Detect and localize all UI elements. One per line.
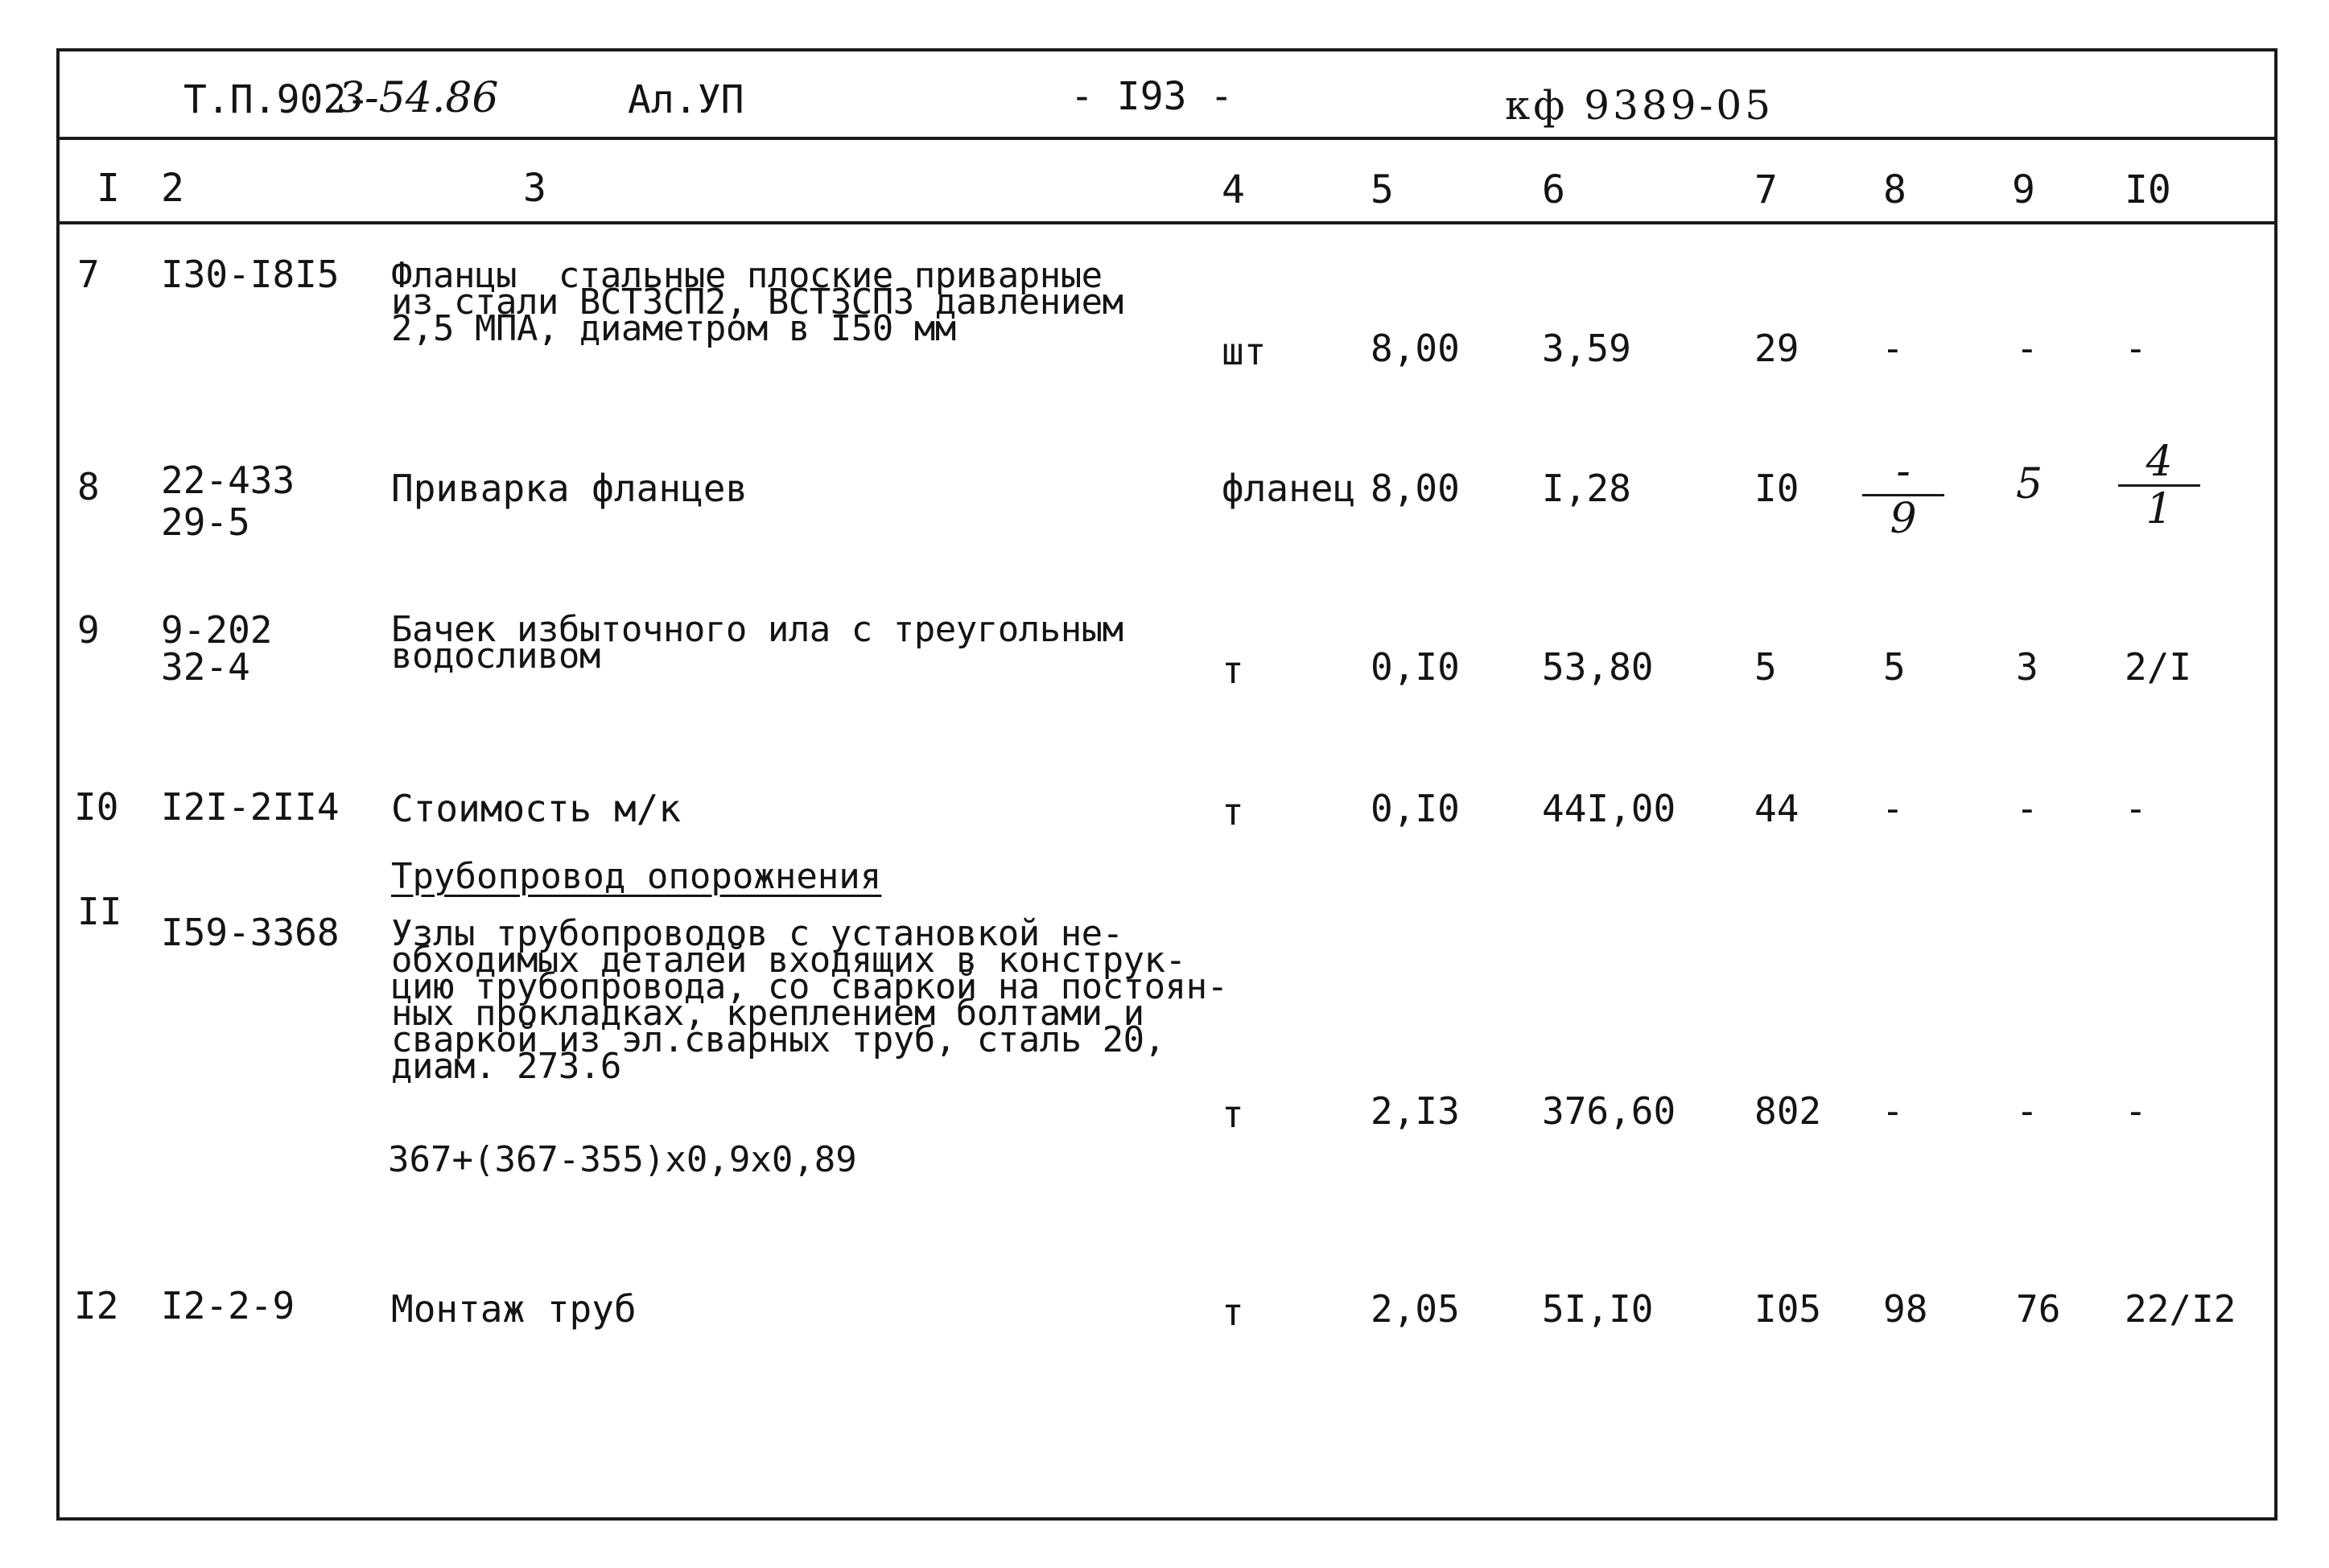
col-header-7: 7 xyxy=(1754,167,1778,212)
row-12-price: 5I,I0 xyxy=(1542,1287,1654,1331)
page-number: - I93 - xyxy=(1070,74,1234,119)
row-10-total: 44 xyxy=(1754,787,1799,830)
row-11-qty: 2,I3 xyxy=(1371,1089,1460,1133)
row-8-col8-bottom: 9 xyxy=(1890,495,1917,543)
row-9-code: 9-202 xyxy=(161,608,273,652)
row-10-price: 44I,00 xyxy=(1542,787,1676,830)
col-header-1: I xyxy=(97,166,120,211)
row-8-code: 22-433 xyxy=(161,459,295,502)
row-7-price: 3,59 xyxy=(1542,327,1631,370)
row-8-col10-fraction xyxy=(2115,438,2203,533)
row-7-qty: 8,00 xyxy=(1371,327,1460,370)
doc-code-prefix: Т.П.902- xyxy=(183,77,370,122)
row-7-col8: - xyxy=(1882,327,1904,370)
row-8-col10-top: 4 xyxy=(2146,438,2173,486)
col-header-5: 5 xyxy=(1371,167,1394,212)
row-9-description: Бачек избыточного ила с треугольным водосливом xyxy=(391,609,1123,677)
row-11-col8: - xyxy=(1882,1089,1904,1133)
row-10-code: I2I-2II4 xyxy=(161,785,340,829)
row-8-col8-fraction xyxy=(1859,447,1948,543)
row-11-unit: т xyxy=(1222,1093,1244,1136)
page-frame xyxy=(56,48,2277,1521)
section-title: Трубопровод опорожнения xyxy=(391,856,882,897)
col-header-10: I0 xyxy=(2125,167,2171,212)
row-8-unit: фланец xyxy=(1222,467,1356,510)
col-header-9: 9 xyxy=(2012,167,2035,212)
row-7-description: Фланцы стальные плоские приварные из стали ВСТ3СП2, ВСТ3СП3 давлением 2,5 МПА, диаметром в I50 мм xyxy=(391,255,1123,349)
row-9-col10: 2/I xyxy=(2125,645,2192,689)
row-8-total: I0 xyxy=(1754,467,1799,510)
row-8-num: 8 xyxy=(77,465,100,508)
row-12-col10: 22/I2 xyxy=(2125,1287,2236,1331)
row-8-col10-bottom: 1 xyxy=(2146,485,2173,533)
row-10-description: Стоимость м/к xyxy=(391,787,682,830)
row-10-col8: - xyxy=(1882,787,1904,830)
header-divider xyxy=(56,137,2277,140)
col-header-4: 4 xyxy=(1222,167,1245,212)
row-12-num: I2 xyxy=(74,1284,119,1327)
row-9-price: 53,80 xyxy=(1542,645,1654,689)
album-label: Ал.УП xyxy=(628,77,744,122)
row-9-total: 5 xyxy=(1754,645,1777,689)
row-7-unit: шт xyxy=(1222,330,1267,373)
row-9-col9: 3 xyxy=(2016,645,2038,689)
row-8-col8-top: - xyxy=(1896,447,1911,496)
row-11-formula: 367+(367-355)x0,9x0,89 xyxy=(388,1139,857,1180)
row-9-col8: 5 xyxy=(1883,645,1906,689)
row-10-qty: 0,I0 xyxy=(1371,787,1460,830)
row-12-description: Монтаж труб xyxy=(391,1287,637,1331)
row-8-code2: 29-5 xyxy=(161,500,250,544)
row-12-col9: 76 xyxy=(2016,1287,2061,1331)
doc-code-handwritten: 3-54.86 xyxy=(338,74,499,122)
col-header-3: 3 xyxy=(523,166,546,211)
column-header-divider xyxy=(56,221,2277,224)
row-7-num: 7 xyxy=(77,253,100,296)
row-10-num: I0 xyxy=(74,785,119,829)
row-8-price: I,28 xyxy=(1542,467,1631,510)
row-9-qty: 0,I0 xyxy=(1371,645,1460,689)
row-9-num: 9 xyxy=(77,608,100,652)
col-header-8: 8 xyxy=(1883,167,1906,212)
row-7-col9: - xyxy=(2016,327,2038,370)
row-11-code: I59-3368 xyxy=(161,911,340,954)
row-11-num: II xyxy=(77,890,122,933)
row-11-col10: - xyxy=(2125,1089,2147,1133)
row-12-code: I2-2-9 xyxy=(161,1284,295,1327)
row-11-col9: - xyxy=(2016,1089,2038,1133)
row-7-total: 29 xyxy=(1754,327,1799,370)
row-12-total: I05 xyxy=(1754,1287,1822,1331)
row-10-col10: - xyxy=(2125,787,2147,830)
row-12-col8: 98 xyxy=(1883,1287,1928,1331)
row-11-price: 376,60 xyxy=(1542,1089,1676,1133)
row-7-col10: - xyxy=(2125,327,2147,370)
row-10-col9: - xyxy=(2016,787,2038,830)
row-11-total: 802 xyxy=(1754,1089,1822,1133)
col-header-2: 2 xyxy=(161,166,184,211)
row-8-col9: 5 xyxy=(2016,460,2043,508)
row-11-description: Узлы трубопроводов с установкой не- обходимых деталей входящих в конструк- цию трубопровода, со сваркой на постоян- ных прокладках, креплением болтами и сваркой из эл.сварных труб, сталь 20, диам. 273.6 xyxy=(391,913,1228,1087)
row-10-unit: т xyxy=(1222,790,1244,833)
row-9-code2: 32-4 xyxy=(161,645,250,689)
row-9-unit: т xyxy=(1222,648,1244,692)
row-8-qty: 8,00 xyxy=(1371,467,1460,510)
col-header-6: 6 xyxy=(1542,167,1565,212)
row-8-description: Приварка фланцев xyxy=(391,467,748,510)
archive-stamp: кф 9389-05 xyxy=(1505,82,1775,129)
row-12-qty: 2,05 xyxy=(1371,1287,1460,1331)
row-12-unit: т xyxy=(1222,1290,1244,1334)
row-7-code: I30-I8I5 xyxy=(161,253,340,296)
